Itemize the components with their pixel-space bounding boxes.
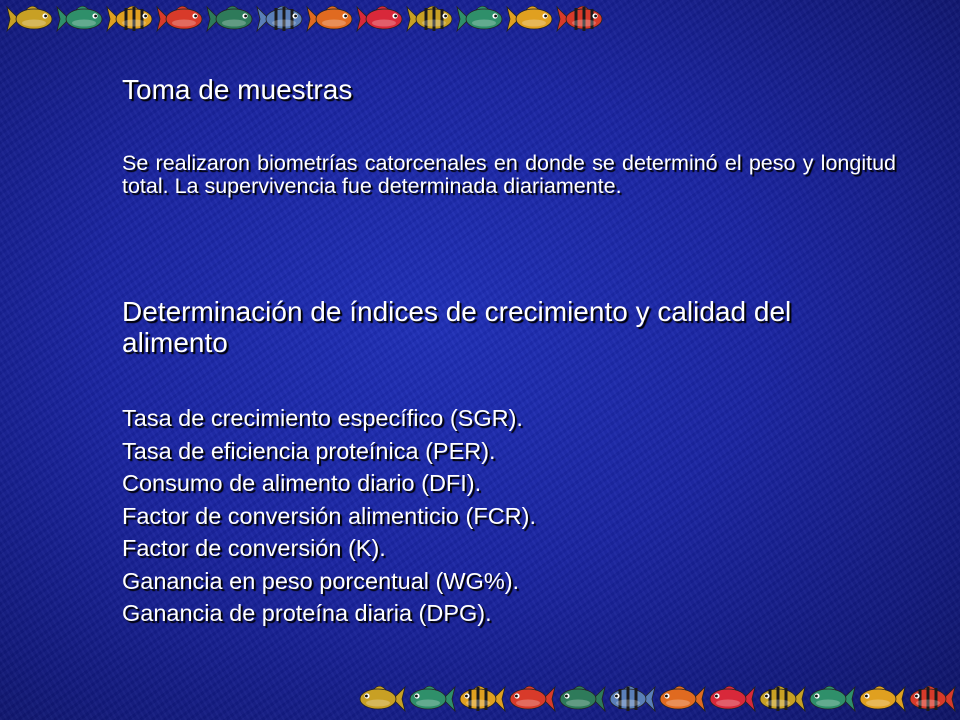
fish-icon xyxy=(6,2,54,36)
bottom-fish-border xyxy=(358,682,956,716)
section-title-indices: Determinación de índices de crecimiento y calidad del alimento xyxy=(122,296,792,358)
list-item-per: Tasa de eficiencia proteínica (PER). xyxy=(122,437,496,464)
list-item-sgr: Tasa de crecimiento específico (SGR). xyxy=(122,405,523,431)
list-item-fcr: Factor de conversión alimenticio (FCR). xyxy=(122,502,536,529)
indices-list xyxy=(122,402,896,630)
fish-icon xyxy=(56,2,104,36)
fish-icon xyxy=(758,682,806,716)
fish-icon xyxy=(708,682,756,716)
sampling-description: Se realizaron biometrías catorcenales en donde se determinó el peso y longitud total. La supervivencia fue determinada diariamente. xyxy=(122,151,896,199)
fish-icon xyxy=(608,682,656,716)
list-item-dpg: Ganancia de proteína diaria (DPG). xyxy=(122,600,492,626)
fish-icon xyxy=(556,2,604,36)
fish-icon xyxy=(356,2,404,36)
list-item-wg: Ganancia en peso porcentual (WG%). xyxy=(122,567,520,594)
fish-icon xyxy=(106,2,154,36)
fish-icon xyxy=(408,682,456,716)
fish-icon xyxy=(658,682,706,716)
fish-icon xyxy=(506,2,554,36)
list-item-k: Factor de conversión (K). xyxy=(122,535,386,561)
section-title-sampling: Toma de muestras xyxy=(122,74,353,105)
fish-icon xyxy=(256,2,304,36)
fish-icon xyxy=(406,2,454,36)
fish-icon xyxy=(306,2,354,36)
fish-icon xyxy=(456,2,504,36)
top-fish-border xyxy=(6,2,604,36)
fish-icon xyxy=(458,682,506,716)
fish-icon xyxy=(358,682,406,716)
fish-icon xyxy=(858,682,906,716)
list-item-dfi: Consumo de alimento diario (DFI). xyxy=(122,470,482,496)
fish-icon xyxy=(808,682,856,716)
fish-icon xyxy=(558,682,606,716)
fish-icon xyxy=(156,2,204,36)
fish-icon xyxy=(206,2,254,36)
fish-icon xyxy=(908,682,956,716)
fish-icon xyxy=(508,682,556,716)
